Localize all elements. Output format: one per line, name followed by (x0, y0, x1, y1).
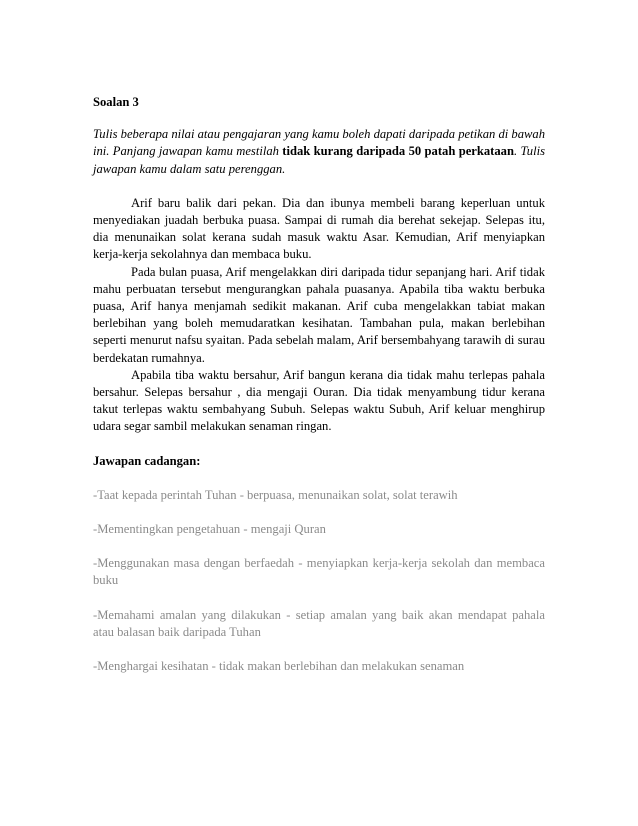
instruction-text-start: Tulis beberapa nilai atau pengajaran yang kamu boleh dapati daripada petikan di bawah ini. Panjang jawapan kamu mestilah (93, 127, 545, 159)
suggested-answer: -Taat kepada perintah Tuhan - berpuasa, menunaikan solat, solat terawih (93, 487, 458, 502)
passage-paragraph: Pada bulan puasa, Arif mengelakkan diri daripada tidur sepanjang hari. Arif tidak mahu perbuatan tersebut mengurangkan pahala puasanya. Apabila tiba waktu berbuka puasa, Arif hanya menjamah sedikit makanan. Arif cuba mengelakkan tabiat makan berlebihan yang boleh memudaratkan kesihatan. Tambahan pula, makan berlebihan seperti menurut nafsu syaitan. Pada sebelah malam, Arif bersembahyang tarawih di surau berdekatan rumahnya. (93, 264, 545, 365)
question-instruction (93, 126, 545, 178)
question-heading: Soalan 3 (93, 95, 139, 109)
answers-heading: Jawapan cadangan: (93, 453, 201, 468)
instruction-text-end: . Tulis jawapan kamu dalam satu perenggan. (93, 144, 546, 176)
suggested-answer: -Menghargai kesihatan - tidak makan berlebihan dan melakukan senaman (93, 659, 465, 674)
suggested-answer: -Memahami amalan yang dilakukan - setiap amalan yang baik akan mendapat pahala atau balasan baik daripada Tuhan (93, 607, 545, 639)
document-content (93, 94, 545, 692)
instruction-word-requirement: tidak kurang daripada 50 patah perkataan (282, 144, 514, 159)
passage-paragraph: Arif baru balik dari pekan. Dia dan ibunya membeli barang keperluan untuk menyediakan juadah berbuka puasa. Sampai di rumah dia berehat sekejap. Selepas itu, dia menunaikan solat kerana sudah masuk waktu Asar. Kemudian, Arif menyiapkan kerja-kerja sekolahnya dan membaca buku. (93, 195, 545, 262)
suggested-answer: -Menggunakan masa dengan berfaedah - menyiapkan kerja-kerja sekolah dan membaca buku (93, 556, 545, 588)
suggested-answer: -Mementingkan pengetahuan - mengaji Quran (93, 522, 326, 537)
passage-paragraph: Apabila tiba waktu bersahur, Arif bangun kerana dia tidak mahu terlepas pahala bersahur. Selepas bersahur , dia mengaji Ouran. Dia tidak menyambung tidur kerana takut terlepas waktu sembahyang Subuh. Selepas waktu Subuh, Arif keluar menghirup udara segar sambil melakukan senaman ringan. (93, 367, 545, 434)
reading-passage (93, 195, 545, 436)
